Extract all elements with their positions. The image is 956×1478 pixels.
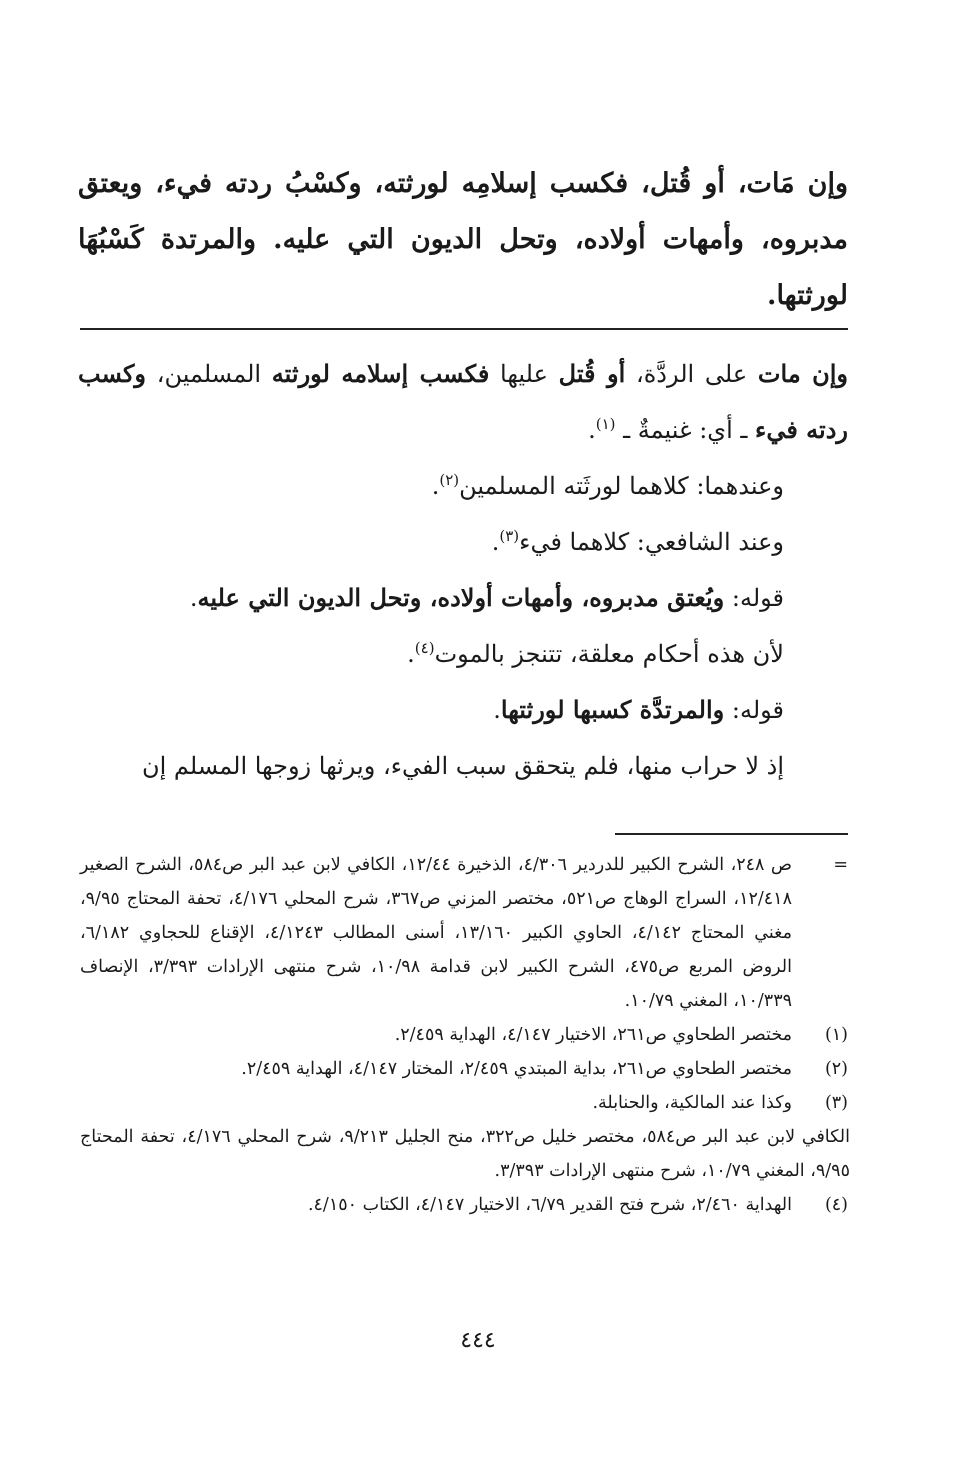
commentary-text: عليها [489,360,559,388]
quoted-phrase: وإن مات [757,359,849,388]
footnote-text: وكذا عند المالكية، والحنابلة. [592,1093,792,1113]
footnote-3-continued [80,1120,850,1188]
footnote-separator-line [615,833,848,835]
footnote-mark: = [833,855,848,875]
commentary-text: المسلمين، [146,360,272,388]
footnote-4 [80,1188,850,1222]
quoted-phrase: وكسب ردته فيء [78,359,848,444]
footnote-3 [80,1086,850,1120]
page-number: ٤٤٤ [460,1328,496,1353]
footnote-2 [80,1052,850,1086]
main-text-block [78,156,848,324]
commentary-text: وعند الشافعي: كلاهما فيء [519,528,784,556]
footnote-mark: (٤) [824,1195,848,1215]
footnote-mark: (١) [824,1025,848,1045]
commentary-text: ـ أي: غنيمةٌ ـ [615,416,756,444]
footnote-text: مختصر الطحاوي ص٢٦١، بداية المبتدي ٢/٤٥٩، المختار ٤/١٤٧، الهداية ٢/٤٥٩. [241,1059,792,1079]
commentary-text: إذ لا حراب منها، فلم يتحقق سبب الفيء، ويرثها زوجها المسلم إن [142,752,784,780]
footnote-ref-2[interactable]: (٢) [439,471,460,489]
footnote-mark: (٢) [824,1059,848,1079]
commentary-text: قوله: [724,696,784,724]
commentary-paragraph-7 [78,738,848,794]
main-text-line-1: وإن مَات، أو قُتل، فكسب إسلامِه لورثته، وكسْبُ ردته فيء، ويعتق [78,168,848,199]
main-text-line-3: لورثتها. [767,280,848,311]
footnote-mark: (٣) [824,1093,848,1113]
commentary-text: . [491,528,500,556]
footnote-1 [80,1018,850,1052]
commentary-paragraph-5 [78,626,848,682]
commentary-text: لأن هذه أحكام معلقة، تتنجز بالموت [434,640,784,668]
footnote-ref-4[interactable]: (٤) [414,639,435,657]
quoted-phrase: فكسب إسلامه لورثته [271,359,490,388]
quoted-phrase: والمرتدَّة كسبها لورثتها [500,695,725,724]
footnote-text: الكافي لابن عبد البر ص٥٨٤، مختصر خليل ص٣٢٢، منح الجليل ٩/٢١٣، شرح المحلي ٤/١٧٦، تحفة المحتاج ٩/٩٥، المغني ١٠/٧٩، شرح منتهى الإرادات ٣/٣٩٣. [80,1127,850,1181]
commentary-text: . [407,640,415,668]
footnote-ref-1[interactable]: (١) [595,415,616,433]
footnotes-block [80,848,850,1222]
footnote-ref-3[interactable]: (٣) [499,527,520,545]
commentary-text: . [431,472,440,500]
commentary-text: وعندهما: كلاهما لورثَته المسلمين [459,472,784,500]
commentary-block [78,346,848,794]
commentary-text: . [189,584,198,612]
quoted-phrase: ويُعتق مدبروه، وأمهات أولاده، وتحل الديون التي عليه [197,583,725,612]
footnote-continuation [80,848,850,1018]
commentary-paragraph-2 [78,458,848,514]
commentary-paragraph-6 [78,682,848,738]
commentary-text: . [493,696,501,724]
quoted-phrase: أو قُتل [558,359,626,388]
commentary-text: قوله: [724,584,784,612]
footnote-text: مختصر الطحاوي ص٢٦١، الاختيار ٤/١٤٧، الهداية ٢/٤٥٩. [394,1025,792,1045]
commentary-text: على الردَّة، [625,360,758,388]
commentary-paragraph-1 [78,346,848,458]
text-separator-line [80,328,848,330]
commentary-paragraph-4 [78,570,848,626]
commentary-text: . [588,416,596,444]
commentary-paragraph-3 [78,514,848,570]
footnote-text: الهداية ٢/٤٦٠، شرح فتح القدير ٦/٧٩، الاختيار ٤/١٤٧، الكتاب ٤/١٥٠. [307,1195,792,1215]
footnote-text: ص ٢٤٨، الشرح الكبير للدردير ٤/٣٠٦، الذخيرة ١٢/٤٤، الكافي لابن عبد البر ص٥٨٤، الشرح الصغير ١٢/٤١٨، السراج الوهاج ص٥٢١، مختصر المزني ص٣٦٧، شرح المحلي ٤/١٧٦، تحفة المحتاج ٩/٩٥، مغني المحتاج ٤/١٤٢، الحاوي الكبير ١٣/١٦٠، أسنى المطالب ٤/١٢٤٣، الإقناع للحجاوي ٦/١٨٢، الروض المربع ص٤٧٥، الشرح الكبير لابن قدامة ١٠/٩٨، شرح منتهى الإرادات ٣/٣٩٣، الإنصاف ١٠/٣٣٩، المغني ١٠/٧٩. [80,855,793,1011]
main-text-line-2: مدبروه، وأمهات أولاده، وتحل الديون التي عليه. والمرتدة كَسْبُهَا [78,224,848,255]
